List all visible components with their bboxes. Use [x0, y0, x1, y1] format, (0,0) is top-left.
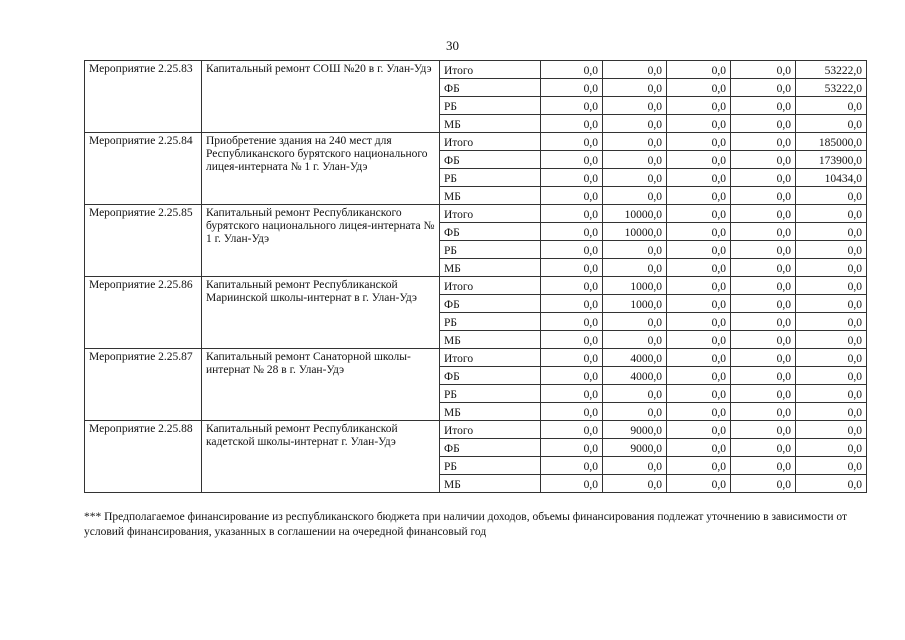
amount-cell: 0,0: [667, 439, 731, 457]
funding-source: РБ: [440, 97, 541, 115]
amount-cell: 0,0: [731, 241, 796, 259]
amount-cell: 0,0: [667, 115, 731, 133]
amount-cell: 0,0: [796, 403, 867, 421]
amount-cell: 53222,0: [796, 79, 867, 97]
amount-cell: 0,0: [541, 349, 603, 367]
amount-cell: 0,0: [731, 187, 796, 205]
amount-cell: 0,0: [667, 349, 731, 367]
amount-cell: 0,0: [603, 457, 667, 475]
amount-cell: 0,0: [731, 259, 796, 277]
amount-cell: 0,0: [731, 133, 796, 151]
activity-code: Мероприятие 2.25.87: [85, 349, 202, 421]
amount-cell: 0,0: [541, 61, 603, 79]
activity-code: Мероприятие 2.25.88: [85, 421, 202, 493]
amount-cell: 0,0: [603, 133, 667, 151]
amount-cell: 0,0: [796, 115, 867, 133]
amount-cell: 4000,0: [603, 367, 667, 385]
amount-cell: 0,0: [603, 115, 667, 133]
amount-cell: 0,0: [541, 313, 603, 331]
amount-cell: 0,0: [731, 295, 796, 313]
amount-cell: 0,0: [603, 403, 667, 421]
amount-cell: 0,0: [603, 241, 667, 259]
amount-cell: 0,0: [667, 277, 731, 295]
amount-cell: 0,0: [796, 259, 867, 277]
funding-source: ФБ: [440, 295, 541, 313]
amount-cell: 0,0: [731, 169, 796, 187]
amount-cell: 0,0: [796, 241, 867, 259]
funding-source: МБ: [440, 403, 541, 421]
amount-cell: 0,0: [796, 187, 867, 205]
activity-name: Капитальный ремонт Санаторной школы-интернат № 28 в г. Улан-Удэ: [202, 349, 440, 421]
amount-cell: 0,0: [667, 205, 731, 223]
activity-code: Мероприятие 2.25.85: [85, 205, 202, 277]
amount-cell: 1000,0: [603, 295, 667, 313]
table-row: [85, 205, 867, 223]
amount-cell: 0,0: [731, 439, 796, 457]
amount-cell: 0,0: [796, 205, 867, 223]
amount-cell: 0,0: [796, 475, 867, 493]
amount-cell: 0,0: [667, 223, 731, 241]
amount-cell: 0,0: [603, 97, 667, 115]
amount-cell: 0,0: [796, 439, 867, 457]
financing-table: [84, 60, 867, 493]
amount-cell: 1000,0: [603, 277, 667, 295]
amount-cell: 0,0: [731, 115, 796, 133]
funding-source: Итого: [440, 277, 541, 295]
amount-cell: 0,0: [603, 331, 667, 349]
amount-cell: 0,0: [541, 79, 603, 97]
table-row: [85, 421, 867, 439]
amount-cell: 0,0: [667, 403, 731, 421]
funding-source: ФБ: [440, 151, 541, 169]
amount-cell: 0,0: [731, 205, 796, 223]
activity-name: Капитальный ремонт СОШ №20 в г. Улан-Удэ: [202, 61, 440, 133]
amount-cell: 0,0: [667, 97, 731, 115]
amount-cell: 0,0: [603, 61, 667, 79]
activity-name: Капитальный ремонт Республиканской кадетской школы-интернат г. Улан-Удэ: [202, 421, 440, 493]
amount-cell: 0,0: [796, 385, 867, 403]
funding-source: Итого: [440, 61, 541, 79]
amount-cell: 0,0: [541, 367, 603, 385]
funding-source: МБ: [440, 187, 541, 205]
amount-cell: 0,0: [731, 331, 796, 349]
amount-cell: 0,0: [541, 133, 603, 151]
amount-cell: 0,0: [541, 277, 603, 295]
funding-source: МБ: [440, 475, 541, 493]
amount-cell: 0,0: [603, 151, 667, 169]
activity-code: Мероприятие 2.25.83: [85, 61, 202, 133]
funding-source: МБ: [440, 115, 541, 133]
amount-cell: 0,0: [796, 313, 867, 331]
amount-cell: 0,0: [541, 421, 603, 439]
amount-cell: 0,0: [541, 97, 603, 115]
amount-cell: 0,0: [603, 187, 667, 205]
amount-cell: 0,0: [667, 421, 731, 439]
funding-source: Итого: [440, 349, 541, 367]
amount-cell: 0,0: [541, 169, 603, 187]
funding-source: Итого: [440, 421, 541, 439]
page-number: 30: [446, 38, 459, 53]
amount-cell: 0,0: [667, 475, 731, 493]
amount-cell: 0,0: [667, 169, 731, 187]
amount-cell: 0,0: [731, 61, 796, 79]
funding-source: РБ: [440, 457, 541, 475]
amount-cell: 0,0: [541, 295, 603, 313]
amount-cell: 0,0: [667, 241, 731, 259]
amount-cell: 0,0: [541, 331, 603, 349]
amount-cell: 0,0: [796, 457, 867, 475]
amount-cell: 0,0: [731, 79, 796, 97]
amount-cell: 0,0: [796, 277, 867, 295]
amount-cell: 0,0: [731, 277, 796, 295]
amount-cell: 0,0: [731, 97, 796, 115]
amount-cell: 0,0: [541, 205, 603, 223]
amount-cell: 173900,0: [796, 151, 867, 169]
funding-source: РБ: [440, 313, 541, 331]
amount-cell: 0,0: [667, 259, 731, 277]
amount-cell: 10000,0: [603, 205, 667, 223]
amount-cell: 0,0: [796, 295, 867, 313]
amount-cell: 0,0: [796, 367, 867, 385]
amount-cell: 0,0: [667, 295, 731, 313]
activity-name: Капитальный ремонт Республиканской Мариинской школы-интернат в г. Улан-Удэ: [202, 277, 440, 349]
amount-cell: 0,0: [667, 61, 731, 79]
funding-source: РБ: [440, 385, 541, 403]
amount-cell: 0,0: [796, 97, 867, 115]
amount-cell: 10434,0: [796, 169, 867, 187]
amount-cell: 0,0: [731, 421, 796, 439]
activity-name: Капитальный ремонт Республиканского бурятского национального лицея-интерната № 1 г. Улан-Удэ: [202, 205, 440, 277]
table-row: [85, 133, 867, 151]
amount-cell: 0,0: [731, 349, 796, 367]
amount-cell: 0,0: [731, 223, 796, 241]
funding-source: Итого: [440, 205, 541, 223]
footnote: *** Предполагаемое финансирование из республиканского бюджета при наличии доходов, объемы финансирования подлежат уточнению в зависимости от условий финансирования, указанных в соглашении на очередной финансовый год: [84, 511, 848, 538]
amount-cell: 0,0: [541, 385, 603, 403]
amount-cell: 0,0: [796, 349, 867, 367]
funding-source: ФБ: [440, 223, 541, 241]
amount-cell: 0,0: [541, 241, 603, 259]
amount-cell: 0,0: [541, 403, 603, 421]
amount-cell: 0,0: [731, 457, 796, 475]
amount-cell: 0,0: [603, 385, 667, 403]
funding-source: РБ: [440, 241, 541, 259]
amount-cell: 0,0: [603, 169, 667, 187]
amount-cell: 0,0: [541, 457, 603, 475]
funding-source: ФБ: [440, 439, 541, 457]
amount-cell: 0,0: [731, 367, 796, 385]
amount-cell: 0,0: [667, 79, 731, 97]
amount-cell: 0,0: [541, 151, 603, 169]
funding-source: МБ: [440, 331, 541, 349]
activity-code: Мероприятие 2.25.84: [85, 133, 202, 205]
amount-cell: 0,0: [603, 259, 667, 277]
table-row: [85, 61, 867, 79]
amount-cell: 0,0: [731, 313, 796, 331]
amount-cell: 0,0: [796, 223, 867, 241]
table-row: [85, 349, 867, 367]
amount-cell: 0,0: [541, 475, 603, 493]
amount-cell: 0,0: [603, 313, 667, 331]
amount-cell: 0,0: [541, 439, 603, 457]
amount-cell: 4000,0: [603, 349, 667, 367]
amount-cell: 0,0: [667, 133, 731, 151]
amount-cell: 0,0: [667, 313, 731, 331]
amount-cell: 0,0: [541, 187, 603, 205]
amount-cell: 9000,0: [603, 439, 667, 457]
funding-source: ФБ: [440, 79, 541, 97]
amount-cell: 0,0: [667, 385, 731, 403]
funding-source: Итого: [440, 133, 541, 151]
funding-source: РБ: [440, 169, 541, 187]
amount-cell: 0,0: [796, 421, 867, 439]
funding-source: МБ: [440, 259, 541, 277]
amount-cell: 185000,0: [796, 133, 867, 151]
amount-cell: 0,0: [796, 331, 867, 349]
amount-cell: 0,0: [541, 259, 603, 277]
amount-cell: 0,0: [541, 115, 603, 133]
amount-cell: 0,0: [667, 187, 731, 205]
amount-cell: 9000,0: [603, 421, 667, 439]
amount-cell: 0,0: [603, 475, 667, 493]
funding-source: ФБ: [440, 367, 541, 385]
amount-cell: 53222,0: [796, 61, 867, 79]
amount-cell: 0,0: [731, 475, 796, 493]
amount-cell: 0,0: [731, 151, 796, 169]
activity-name: Приобретение здания на 240 мест для Республиканского бурятского национального лицея-интерната № 1 г. Улан-Удэ: [202, 133, 440, 205]
amount-cell: 0,0: [667, 151, 731, 169]
amount-cell: 0,0: [541, 223, 603, 241]
amount-cell: 10000,0: [603, 223, 667, 241]
amount-cell: 0,0: [731, 403, 796, 421]
amount-cell: 0,0: [667, 367, 731, 385]
amount-cell: 0,0: [731, 385, 796, 403]
activity-code: Мероприятие 2.25.86: [85, 277, 202, 349]
amount-cell: 0,0: [667, 331, 731, 349]
amount-cell: 0,0: [667, 457, 731, 475]
table-row: [85, 277, 867, 295]
amount-cell: 0,0: [603, 79, 667, 97]
